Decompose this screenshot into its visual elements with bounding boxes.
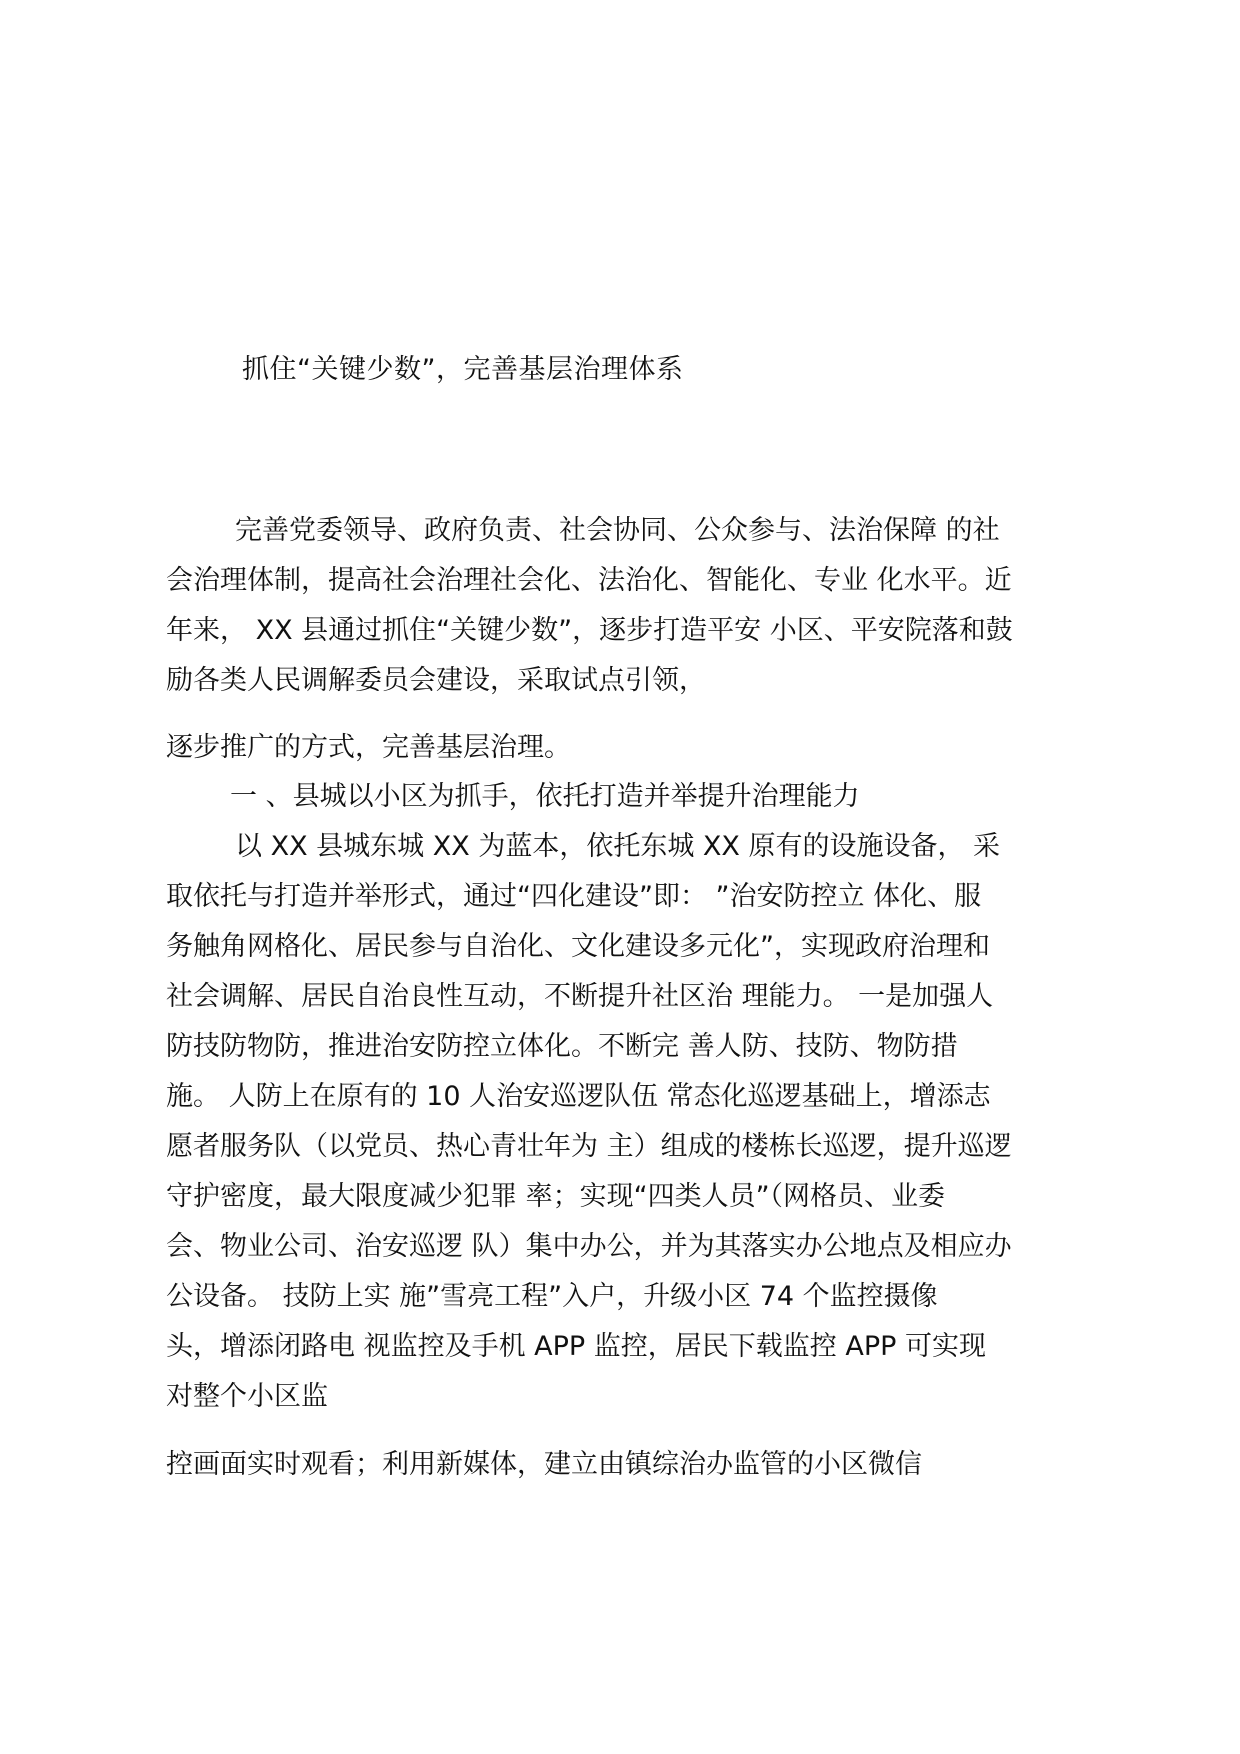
- paragraph-line: 完善党委领导、政府负责、社会协同、公众参与、法治保障 的社: [235, 515, 1000, 546]
- paragraph-line: 头，增添闭路电 视监控及手机 APP 监控，居民下载监控 APP 可实现: [166, 1331, 986, 1362]
- document-title: 抓住“关键少数”，完善基层治理体系: [242, 354, 684, 385]
- section-heading: 一 、县城以小区为抓手，依托打造并举提升治理能力: [230, 781, 860, 812]
- paragraph-line: 愿者服务队（以党员、热心青壮年为 主）组成的楼栋长巡逻，提升巡逻: [166, 1131, 1012, 1162]
- paragraph-line: 社会调解、居民自治良性互动，不断提升社区治 理能力。 一是加强人: [166, 981, 994, 1012]
- paragraph-line: 控画面实时观看；利用新媒体，建立由镇综治办监管的小区微信: [166, 1449, 922, 1480]
- paragraph-line: 守护密度，最大限度减少犯罪 率；实现“四类人员”（网格员、业委: [166, 1181, 946, 1212]
- paragraph-line: 年来， XX 县通过抓住“关键少数”，逐步打造平安 小区、平安院落和鼓: [166, 615, 1013, 646]
- paragraph-line: 会、物业公司、治安巡逻 队）集中办公，并为其落实办公地点及相应办: [166, 1231, 1012, 1262]
- paragraph-line: 励各类人民调解委员会建设，采取试点引领，: [166, 665, 706, 696]
- paragraph-line: 逐步推广的方式，完善基层治理。: [166, 732, 571, 763]
- paragraph-line: 防技防物防，推进治安防控立体化。不断完 善人防、技防、物防措: [166, 1031, 958, 1062]
- paragraph-line: 施。 人防上在原有的 10 人治安巡逻队伍 常态化巡逻基础上，增添志: [166, 1081, 991, 1112]
- paragraph-line: 取依托与打造并举形式，通过“四化建设”即： ”治安防控立 体化、服: [166, 881, 982, 912]
- paragraph-line: 公设备。 技防上实 施”雪亮工程”入户，升级小区 74 个监控摄像: [166, 1281, 938, 1312]
- paragraph-line: 对整个小区监: [166, 1381, 328, 1412]
- paragraph-line: 会治理体制，提高社会治理社会化、法治化、智能化、专业 化水平。近: [166, 565, 1012, 596]
- paragraph-line: 务触角网格化、居民参与自治化、文化建设多元化”，实现政府治理和: [166, 931, 990, 962]
- paragraph-line: 以 XX 县城东城 XX 为蓝本，依托东城 XX 原有的设施设备， 采: [235, 831, 1001, 862]
